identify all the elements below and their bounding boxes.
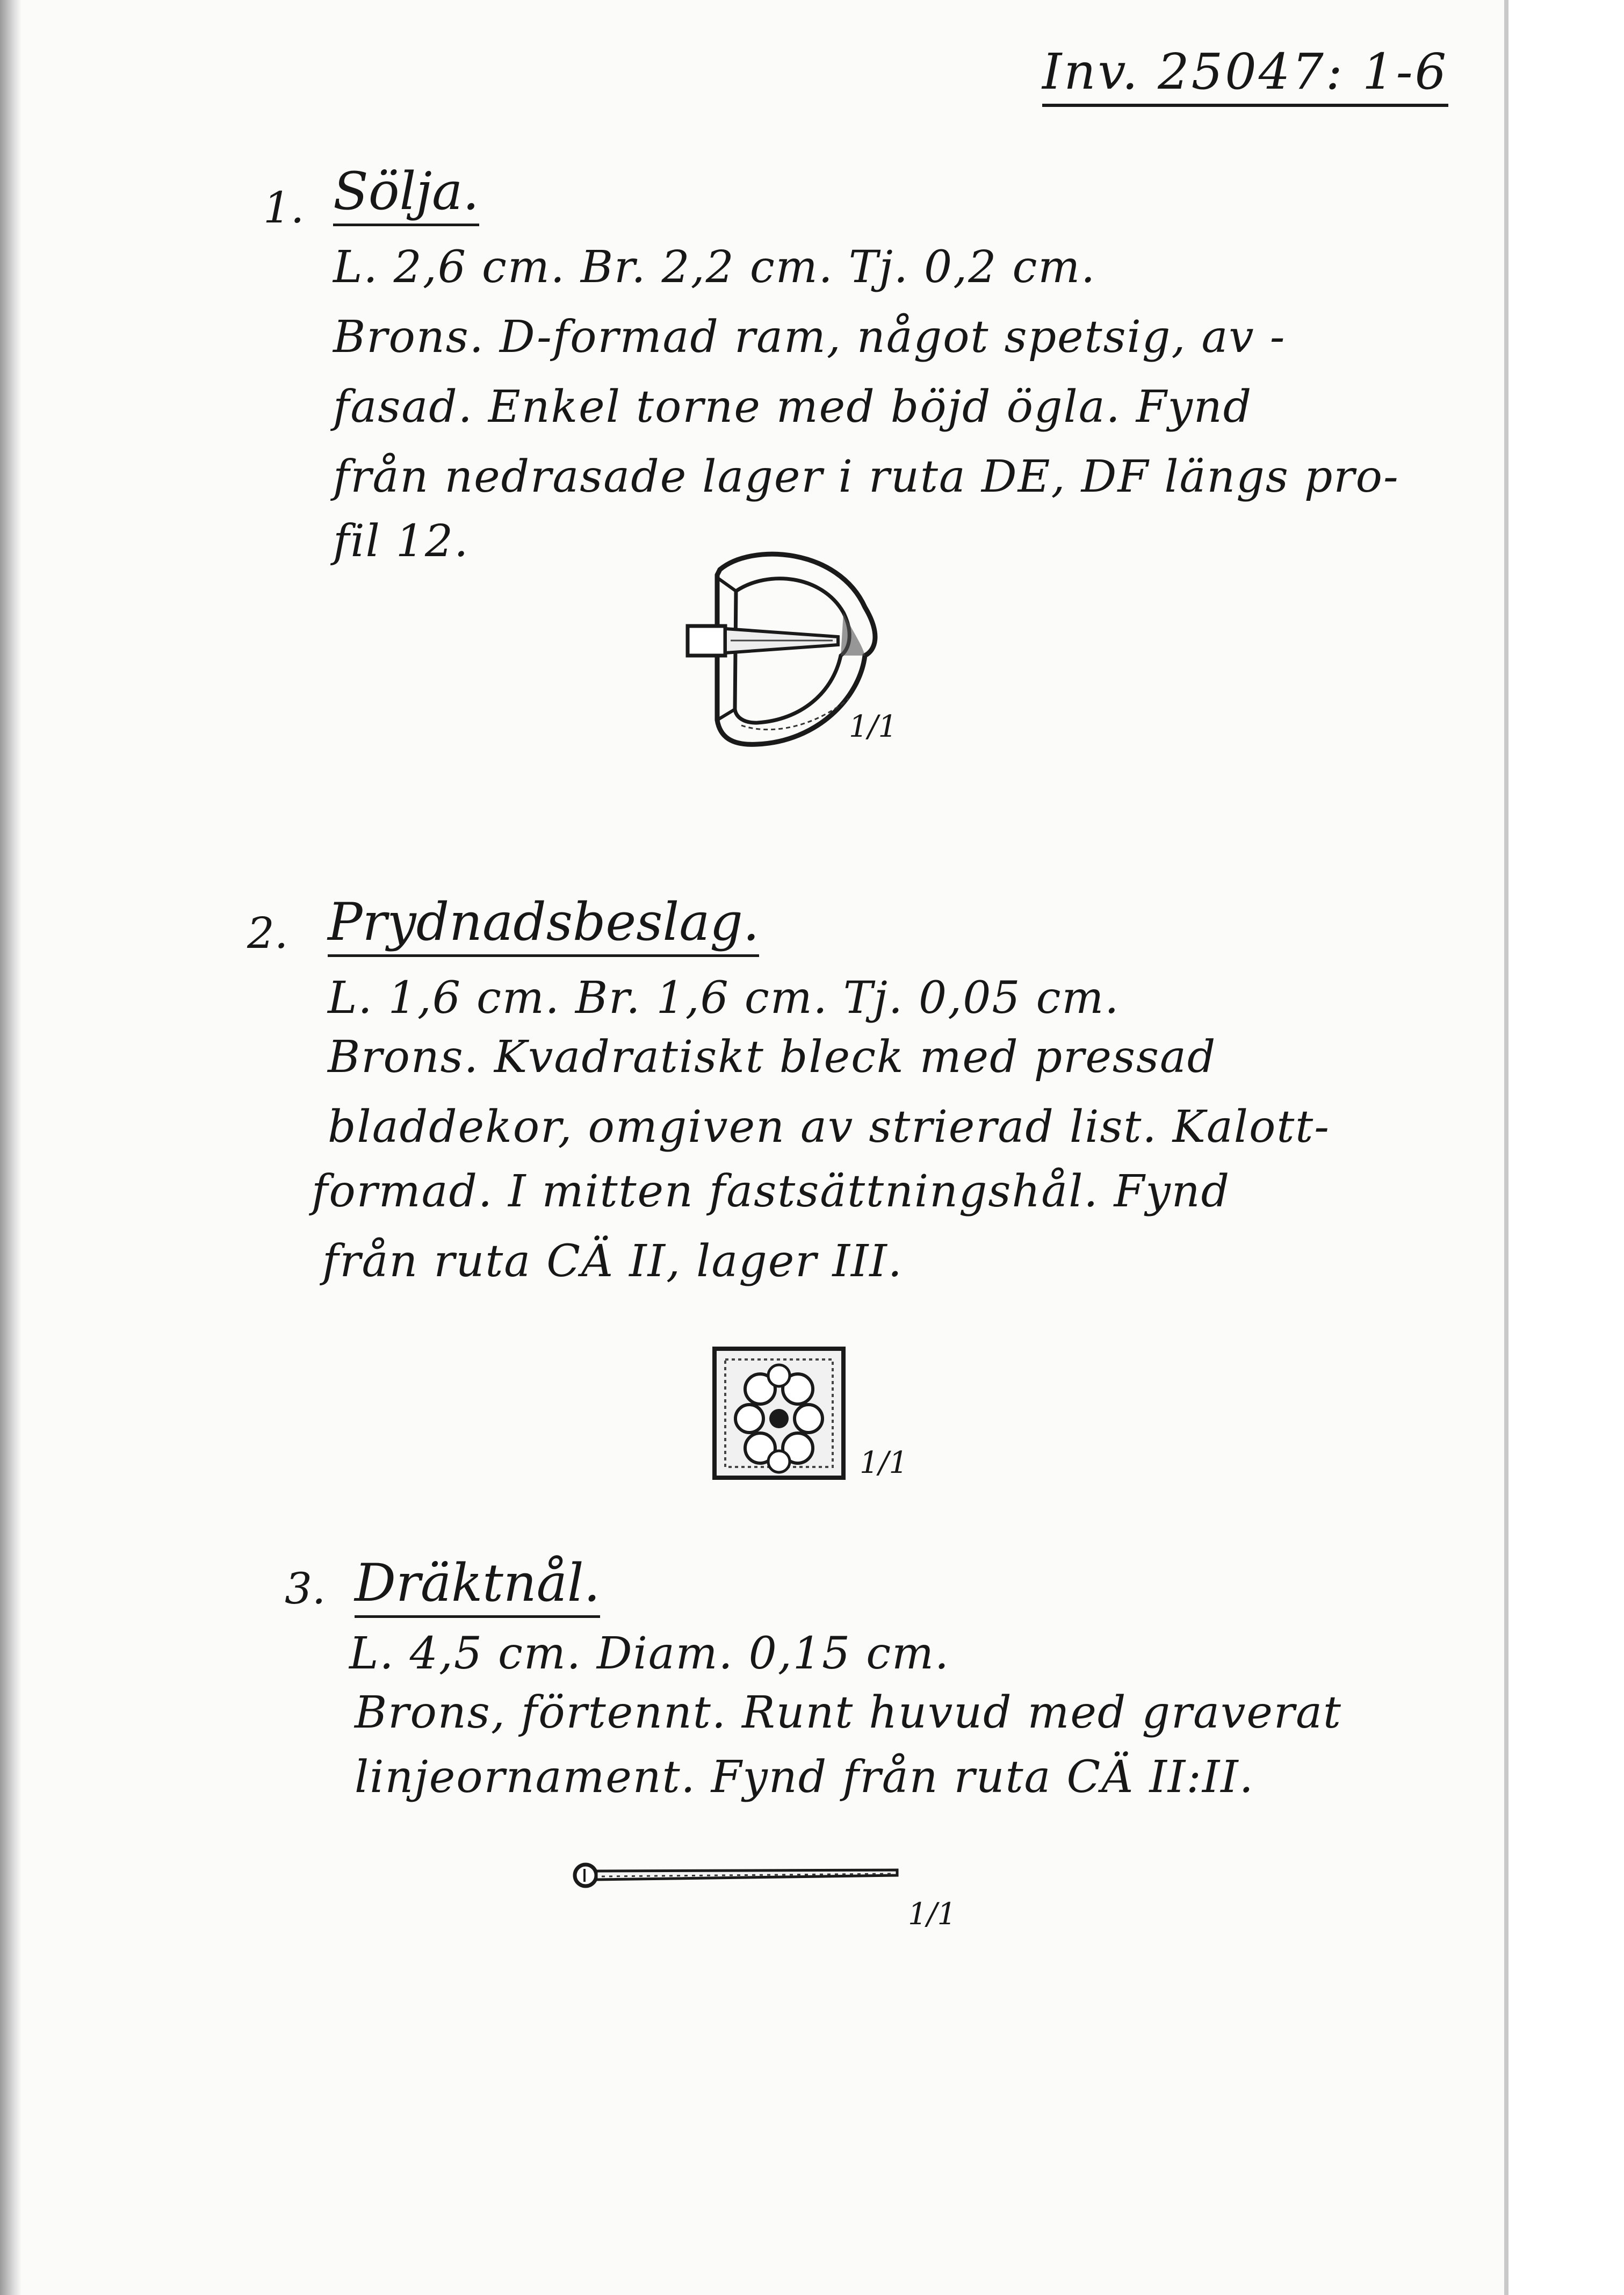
item-3-line-1: L. 4,5 cm. Diam. 0,15 cm. bbox=[349, 1628, 950, 1679]
item-2-line-5: från ruta CÄ II, lager III. bbox=[322, 1236, 903, 1287]
pin-drawing-icon bbox=[569, 1859, 908, 1891]
item-3-line-3: linjeornament. Fynd från ruta CÄ II:II. bbox=[355, 1752, 1254, 1803]
item-2-title: Prydnadsbeslag. bbox=[328, 892, 759, 957]
item-1-title: Sölja. bbox=[333, 161, 479, 226]
square-mount-drawing-icon bbox=[709, 1343, 849, 1483]
item-1-line-1: L. 2,6 cm. Br. 2,2 cm. Tj. 0,2 cm. bbox=[333, 242, 1096, 293]
item-3-line-2: Brons, förtennt. Runt huvud med graverat bbox=[355, 1687, 1342, 1738]
item-2-scale: 1/1 bbox=[860, 1445, 908, 1480]
inventory-number: Inv. 25047: 1-6 bbox=[1042, 43, 1448, 107]
item-1-line-4: från nedrasade lager i ruta DE, DF längs pro- bbox=[333, 451, 1399, 502]
item-1-line-5: fil 12. bbox=[333, 516, 470, 567]
item-2-line-3: bladdekor, omgiven av strierad list. Kalott- bbox=[328, 1102, 1330, 1153]
item-1-line-3: fasad. Enkel torne med böjd ögla. Fynd bbox=[333, 382, 1253, 433]
item-3-number: 3. bbox=[285, 1564, 326, 1614]
item-2-line-2: Brons. Kvadratiskt bleck med pressad bbox=[328, 1032, 1217, 1083]
item-2-line-4: formad. I mitten fastsättningshål. Fynd bbox=[312, 1166, 1231, 1217]
page-edge bbox=[1504, 0, 1508, 2295]
item-2-line-1: L. 1,6 cm. Br. 1,6 cm. Tj. 0,05 cm. bbox=[328, 973, 1120, 1024]
item-2-number: 2. bbox=[247, 908, 288, 958]
item-1-number: 1. bbox=[263, 183, 305, 233]
binding-shadow bbox=[0, 0, 21, 2295]
scan-margin bbox=[1508, 0, 1624, 2295]
item-3-title: Dräktnål. bbox=[355, 1553, 600, 1618]
item-1-scale: 1/1 bbox=[849, 709, 898, 744]
item-3-scale: 1/1 bbox=[908, 1897, 957, 1932]
item-1-line-2: Brons. D-formad ram, något spetsig, av - bbox=[333, 312, 1286, 363]
